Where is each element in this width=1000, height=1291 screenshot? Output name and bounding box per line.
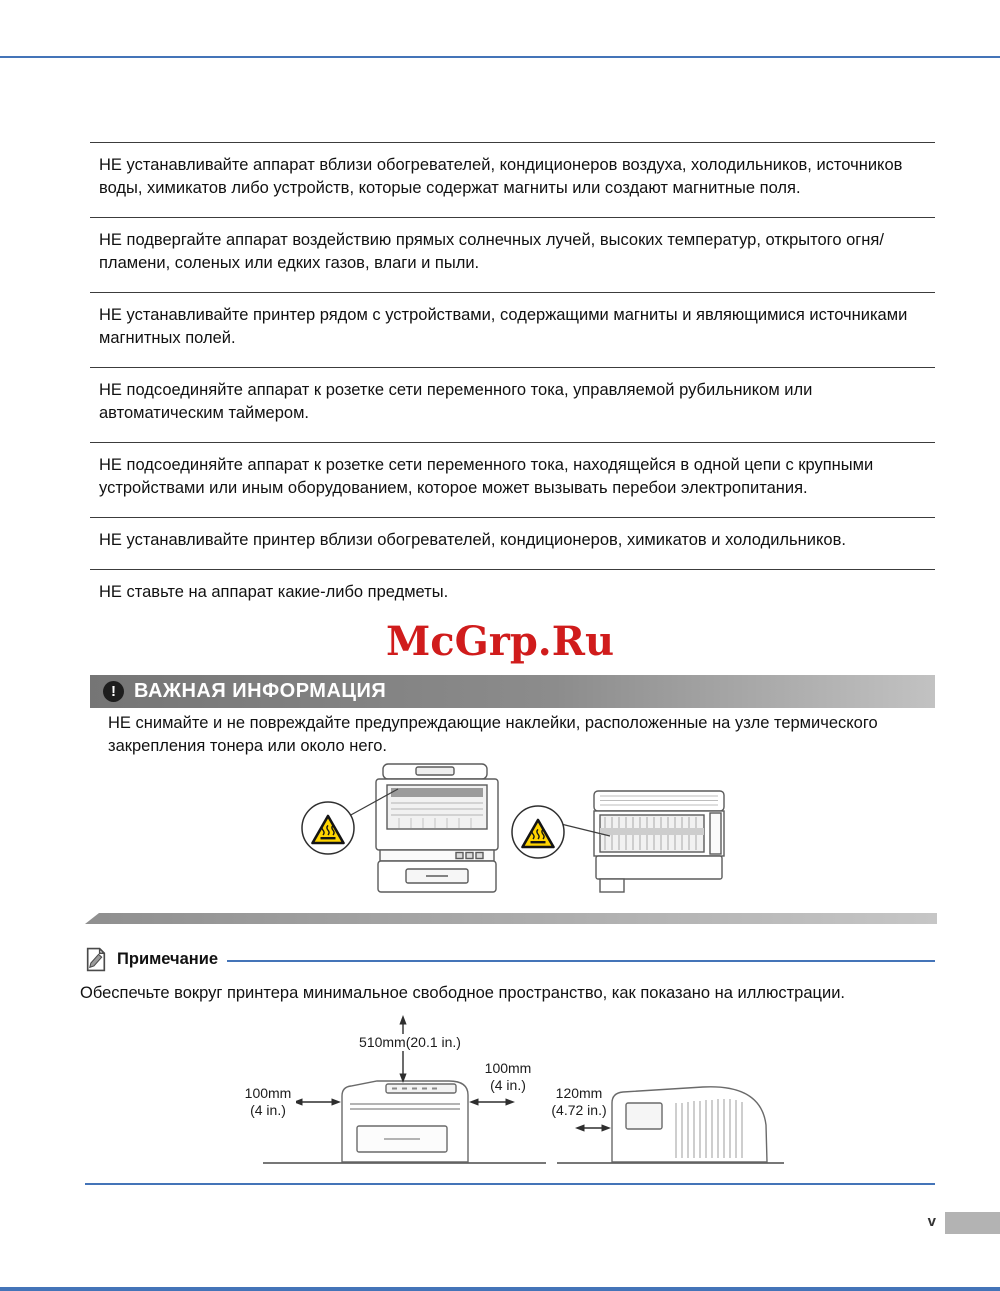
warning-text: НЕ подвергайте аппарат воздействию прямых солнечных лучей, высоких температур, открытого огня/пламени, соленых или едких газов, влаги и пыли. — [99, 231, 884, 272]
printer-side-drawing — [612, 1087, 767, 1162]
rear-clearance-inches: (4.72 in.) — [551, 1102, 607, 1118]
warning-item — [90, 142, 935, 217]
note-body: Обеспечьте вокруг принтера минимальное свободное пространство, как показано на иллюстрации. — [80, 984, 846, 1002]
exclamation-circle-icon: ! — [103, 681, 124, 702]
left-clearance-inches: (4 in.) — [250, 1102, 286, 1118]
warning-item — [90, 292, 935, 367]
warning-text: НЕ ставьте на аппарат какие-либо предметы. — [99, 583, 449, 601]
bottom-edge-rule — [0, 1287, 1000, 1291]
fuser-illustration-svg — [280, 762, 740, 904]
warning-text: НЕ подсоединяйте аппарат к розетке сети переменного тока, управляемой рубильником или автоматическим таймером. — [99, 381, 813, 422]
warning-text: НЕ устанавливайте принтер вблизи обогревателей, кондиционеров, химикатов и холодильников. — [99, 531, 846, 549]
section-divider — [85, 913, 937, 924]
footer-rule — [85, 1183, 935, 1185]
warning-text: НЕ подсоединяйте аппарат к розетке сети переменного тока, находящейся в одной цепи с крупными устройствами или иным оборудованием, которое может вызывать перебои электропитания. — [99, 456, 874, 497]
warning-list — [90, 142, 935, 621]
note-icon — [84, 946, 108, 973]
note-title: Примечание — [117, 950, 219, 968]
note-rule — [227, 960, 935, 962]
right-clearance-value: 100mm — [484, 1060, 532, 1076]
header-rule — [0, 56, 1000, 58]
warning-item — [90, 442, 935, 517]
important-title: ВАЖНАЯ ИНФОРМАЦИЯ — [134, 680, 387, 702]
left-clearance-value: 100mm — [244, 1085, 292, 1101]
important-body: НЕ снимайте и не повреждайте предупреждающие наклейки, расположенные на узле термического закрепления тонера или около него. — [108, 714, 878, 755]
clearance-diagram-svg — [0, 1008, 1000, 1180]
warning-item — [90, 517, 935, 569]
note-header — [84, 946, 935, 973]
watermark: McGrp.Ru — [385, 618, 615, 665]
printer-front-drawing — [342, 1081, 468, 1162]
top-clearance-label: 510mm(20.1 in.) — [348, 1034, 472, 1051]
printer-rear-open-drawing — [594, 791, 724, 892]
warning-text: НЕ устанавливайте принтер рядом с устройствами, содержащими магниты и являющимися источниками магнитных полей. — [99, 306, 908, 347]
page-edge-tab — [945, 1212, 1000, 1234]
fuser-warning-illustration — [280, 762, 740, 904]
rear-clearance-value: 120mm — [555, 1085, 603, 1101]
right-clearance-label — [479, 1060, 537, 1094]
important-banner — [90, 675, 935, 708]
warning-item — [90, 569, 935, 621]
clearance-diagram — [0, 1008, 1000, 1180]
warning-item — [90, 367, 935, 442]
right-clearance-inches: (4 in.) — [490, 1077, 526, 1093]
warning-text: НЕ устанавливайте аппарат вблизи обогревателей, кондиционеров воздуха, холодильников, источников воды, химикатов либо устройств, которые содержат магниты или создают магнитные поля. — [99, 156, 903, 197]
left-clearance-label — [240, 1085, 296, 1119]
printer-top-open-drawing — [376, 764, 498, 892]
page-number: v — [927, 1213, 936, 1230]
rear-clearance-label — [547, 1085, 611, 1119]
warning-item — [90, 217, 935, 292]
